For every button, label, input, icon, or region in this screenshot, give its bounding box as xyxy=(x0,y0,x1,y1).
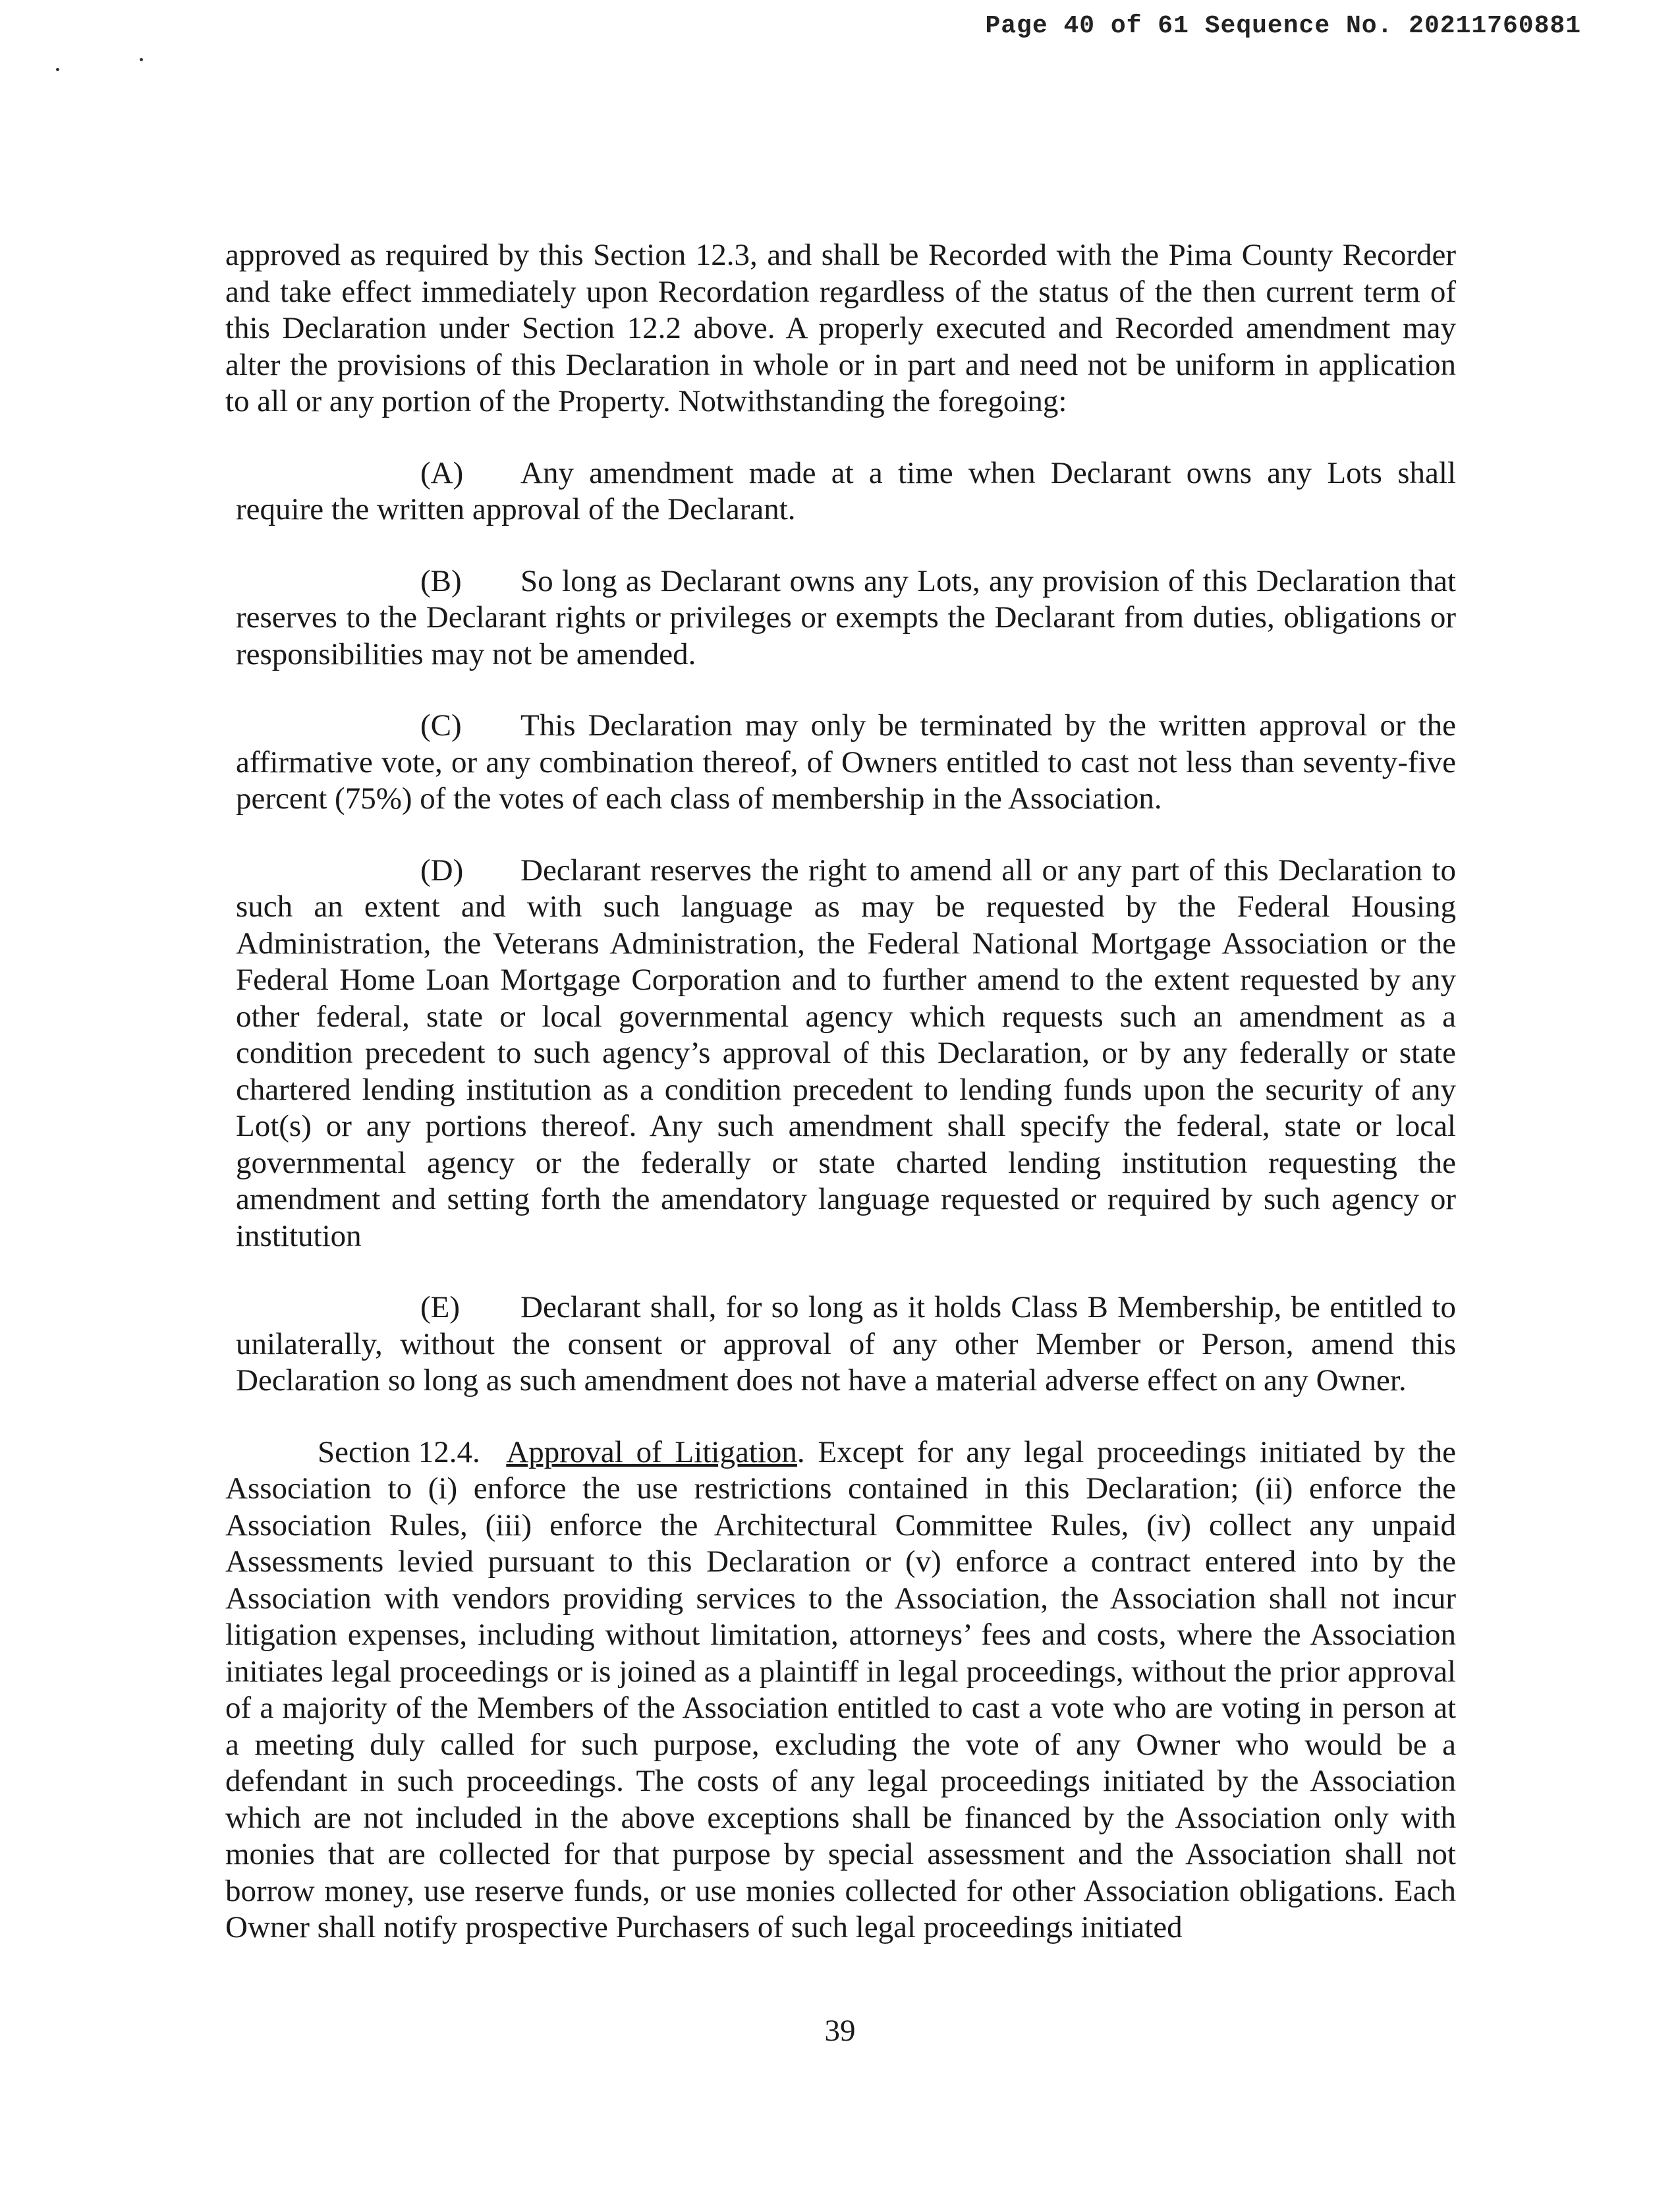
subsection-text: This Declaration may only be terminated by the written approval or the affirmative vote, or any combination thereof, of Owners entitled to cast not less than seventy-five percent (75%) of the votes of each class of membership in the Association. xyxy=(236,708,1456,816)
document-body xyxy=(225,237,1456,1981)
subsection-text: Declarant reserves the right to amend all or any part of this Declaration to such an extent and with such language as may be requested by the Federal Housing Administration, the Veterans Administration, the Federal National Mortgage Association or the Federal Home Loan Mortgage Corporation and to further amend to the extent requested by any other federal, state or local governmental agency which requests such an amendment as a condition precedent to such agency’s approval of this Declaration, or by any federally or state chartered lending institution as a condition precedent to lending funds upon the security of any Lot(s) or any portions thereof. Any such amendment shall specify the federal, state or local governmental agency or the federally or state charted lending institution requesting the amendment and setting forth the amendatory language requested or required by such agency or institution xyxy=(236,853,1456,1253)
subsection-label: (D) xyxy=(420,853,464,888)
section-12-4-paragraph xyxy=(225,1434,1456,1946)
subsection-b xyxy=(236,563,1456,673)
page-sequence-stamp: Page 40 of 61 Sequence No. 20211760881 xyxy=(985,12,1581,40)
section-number: Section 12.4. xyxy=(318,1434,480,1469)
subsection-a xyxy=(236,455,1456,528)
subsection-text: So long as Declarant owns any Lots, any provision of this Declaration that reserves to the Declarant rights or privileges or exempts the Declarant from duties, obligations or responsibilities may not be amended. xyxy=(236,563,1456,671)
section-text: . Except for any legal proceedings initiated by the Association to (i) enforce the use restrictions contained in this Declaration; (ii) enforce the Association Rules, (iii) enforce the Architectural Committee Rules, (iv) collect any unpaid Assessments levied pursuant to this Declaration or (v) enforce a contract entered into by the Association with vendors providing services to the Association, the Association shall not incur litigation expenses, including without limitation, attorneys’ fees and costs, where the Association initiates legal proceedings or is joined as a plaintiff in legal proceedings, without the prior approval of a majority of the Members of the Association entitled to cast a vote who are voting in person at a meeting duly called for such purpose, excluding the vote of any Owner who would be a defendant in such proceedings. The costs of any legal proceedings initiated by the Association which are not included in the above exceptions shall be financed by the Association only with monies that are collected for that purpose by special assessment and the Association shall not borrow money, use reserve funds, or use monies collected for other Association obligations. Each Owner shall notify prospective Purchasers of such legal proceedings initiated xyxy=(225,1434,1456,1944)
subsection-label: (E) xyxy=(420,1290,461,1324)
subsection-label: (C) xyxy=(420,708,462,743)
subsection-text: Any amendment made at a time when Declarant owns any Lots shall require the written approval of the Declarant. xyxy=(236,455,1456,526)
subsection-label: (A) xyxy=(420,455,464,490)
subsection-label: (B) xyxy=(420,563,462,598)
intro-paragraph: approved as required by this Section 12.3, and shall be Recorded with the Pima County Recorder and take effect immediately upon Recordation regardless of the status of the then current term of this Declaration under Section 12.2 above. A properly executed and Recorded amendment may alter the provisions of this Declaration in whole or in part and need not be uniform in application to all or any portion of the Property. Notwithstanding the foregoing: xyxy=(225,238,1456,418)
section-title: Approval of Litigation xyxy=(506,1434,797,1469)
subsection-e xyxy=(236,1289,1456,1400)
page-number: 39 xyxy=(824,2014,856,2048)
subsection-d xyxy=(236,853,1456,1255)
scan-speck xyxy=(56,68,59,71)
subsection-text: Declarant shall, for so long as it holds Class B Membership, be entitled to unilaterally, without the consent or approval of any other Member or Person, amend this Declaration so long as such amendment does not have a material adverse effect on any Owner. xyxy=(236,1290,1456,1398)
subsection-c xyxy=(236,708,1456,818)
scan-speck xyxy=(140,58,143,61)
